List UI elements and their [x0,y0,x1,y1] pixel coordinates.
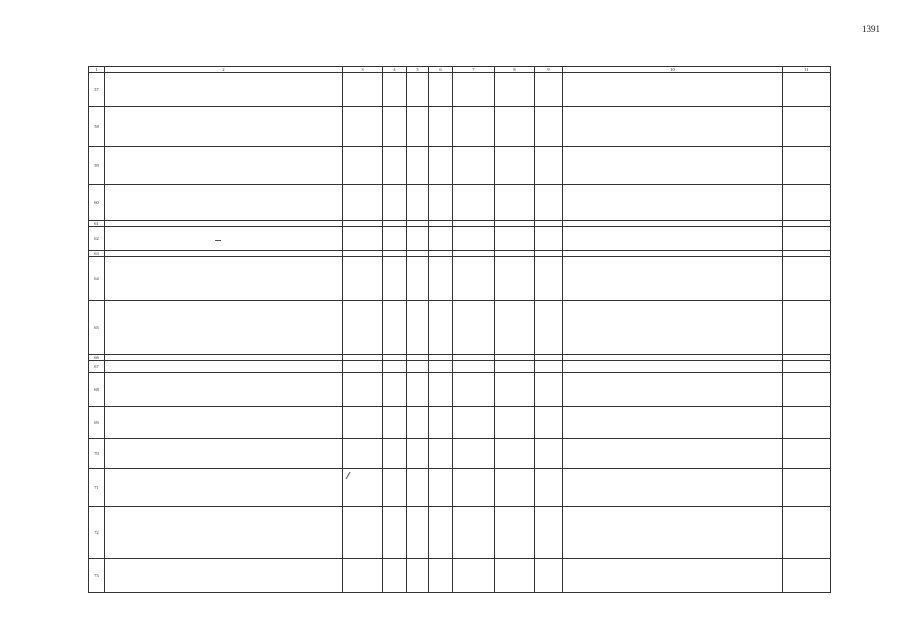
address-cell [105,507,343,559]
work-type-cell [563,439,783,469]
wall-material-cell [453,257,495,301]
work-type-cell [563,407,783,439]
wall-material-cell [453,147,495,185]
table-row [89,507,831,559]
row-number: 64 [89,257,105,301]
col6-cell [429,373,453,407]
row-number: 70 [89,439,105,469]
col8-cell [495,257,535,301]
col6-cell [429,439,453,469]
col9-cell [535,73,563,107]
wall-material-cell [453,301,495,355]
address-cell [105,407,343,439]
row-number: 65 [89,301,105,355]
wall-material-cell [453,439,495,469]
area-cell [343,373,383,407]
row-number: 71 [89,469,105,507]
col5-cell [407,373,429,407]
col8-cell [495,147,535,185]
col-header: 8 [495,67,535,73]
col9-cell [535,227,563,251]
period-cell [783,469,831,507]
col8-cell [495,469,535,507]
col8-cell [495,361,535,373]
period-cell [783,439,831,469]
col6-cell [429,407,453,439]
table-row [89,301,831,355]
col9-cell [535,439,563,469]
period-cell [783,361,831,373]
wall-material-cell [453,469,495,507]
year-cell [383,257,407,301]
table-row [89,407,831,439]
year-cell [383,301,407,355]
year-cell [383,373,407,407]
address-cell [105,147,343,185]
table-row [89,469,831,507]
period-cell [783,147,831,185]
work-type-cell [563,107,783,147]
col8-cell [495,407,535,439]
address-cell [105,73,343,107]
col6-cell [429,559,453,593]
area-cell [343,257,383,301]
row-number: 73 [89,559,105,593]
row-number: 60 [89,185,105,221]
period-cell [783,227,831,251]
work-type-cell [563,257,783,301]
year-cell [383,361,407,373]
period-cell [783,301,831,355]
col-header: 9 [535,67,563,73]
year-cell [383,559,407,593]
area-cell [343,559,383,593]
col-header: 10 [563,67,783,73]
wall-material-cell [453,407,495,439]
wall-material-cell [453,507,495,559]
col-header: 6 [429,67,453,73]
work-type-cell [563,469,783,507]
area-cell [343,227,383,251]
col5-cell [407,361,429,373]
work-type-cell [563,507,783,559]
col6-cell [429,469,453,507]
col8-cell [495,559,535,593]
table-row [89,147,831,185]
table-row [89,227,831,251]
year-cell [383,185,407,221]
col9-cell [535,373,563,407]
col-header: 2 [105,67,343,73]
address-cell [105,227,343,251]
col5-cell [407,469,429,507]
area-cell [343,407,383,439]
area-cell [343,147,383,185]
area-cell [343,439,383,469]
year-cell [383,507,407,559]
wall-material-cell [453,185,495,221]
wall-material-cell [453,227,495,251]
wall-material-cell [453,107,495,147]
work-type-cell [563,373,783,407]
col6-cell [429,185,453,221]
year-cell [383,227,407,251]
table-row [89,185,831,221]
col8-cell [495,227,535,251]
wall-material-cell [453,559,495,593]
year-cell [383,73,407,107]
address-cell [105,373,343,407]
year-cell [383,147,407,185]
col5-cell [407,507,429,559]
address-cell [105,185,343,221]
work-type-cell [563,185,783,221]
col-header: 11 [783,67,831,73]
table-row [89,107,831,147]
period-cell [783,559,831,593]
work-type-cell [563,73,783,107]
year-cell [383,107,407,147]
col6-cell [429,257,453,301]
row-number: 58 [89,107,105,147]
period-cell [783,507,831,559]
table-row [89,361,831,373]
year-cell [383,469,407,507]
row-number: 57 [89,73,105,107]
col5-cell [407,185,429,221]
col9-cell [535,469,563,507]
col8-cell [495,507,535,559]
col9-cell [535,407,563,439]
table-row [89,257,831,301]
col5-cell [407,227,429,251]
table-row [89,373,831,407]
wall-material-cell [453,73,495,107]
col9-cell [535,107,563,147]
col6-cell [429,147,453,185]
table-row [89,559,831,593]
col8-cell [495,373,535,407]
area-cell [343,73,383,107]
work-type-cell [563,361,783,373]
address-cell [105,301,343,355]
col6-cell [429,107,453,147]
work-type-cell [563,227,783,251]
pen-mark [215,240,221,241]
capital-repair-table [88,66,831,593]
col-header: 5 [407,67,429,73]
col-header: 7 [453,67,495,73]
address-cell [105,107,343,147]
year-cell [383,439,407,469]
col6-cell [429,227,453,251]
row-number: 62 [89,227,105,251]
row-number: 69 [89,407,105,439]
col9-cell [535,559,563,593]
col8-cell [495,439,535,469]
table-row [89,439,831,469]
period-cell [783,107,831,147]
col6-cell [429,507,453,559]
address-cell [105,361,343,373]
page-number: 1391 [862,24,880,34]
address-cell [105,439,343,469]
col5-cell [407,107,429,147]
col5-cell [407,439,429,469]
work-type-cell [563,301,783,355]
col5-cell [407,147,429,185]
col9-cell [535,301,563,355]
row-number: 68 [89,373,105,407]
work-type-cell [563,559,783,593]
year-cell [383,407,407,439]
table-row [89,73,831,107]
row-number: 67 [89,361,105,373]
col9-cell [535,507,563,559]
col8-cell [495,185,535,221]
col5-cell [407,407,429,439]
col8-cell [495,107,535,147]
address-cell [105,257,343,301]
col5-cell [407,73,429,107]
wall-material-cell [453,373,495,407]
col-header: 3 [343,67,383,73]
row-number: 72 [89,507,105,559]
col5-cell [407,301,429,355]
col9-cell [535,147,563,185]
col9-cell [535,361,563,373]
col5-cell [407,257,429,301]
period-cell [783,185,831,221]
area-cell [343,507,383,559]
col5-cell [407,559,429,593]
period-cell [783,73,831,107]
col9-cell [535,185,563,221]
row-number: 59 [89,147,105,185]
col6-cell [429,301,453,355]
area-cell [343,301,383,355]
area-cell [343,361,383,373]
row-number: 63 [89,251,105,257]
period-cell [783,407,831,439]
work-type-cell [563,147,783,185]
period-cell [783,257,831,301]
col-header: 1 [89,67,105,73]
col-header: 4 [383,67,407,73]
col8-cell [495,73,535,107]
col6-cell [429,361,453,373]
address-cell [105,469,343,507]
col8-cell [495,301,535,355]
area-cell [343,185,383,221]
row-number: 61 [89,221,105,227]
wall-material-cell [453,361,495,373]
col9-cell [535,257,563,301]
period-cell [783,373,831,407]
row-number: 66 [89,355,105,361]
area-cell [343,107,383,147]
col6-cell [429,73,453,107]
address-cell [105,559,343,593]
